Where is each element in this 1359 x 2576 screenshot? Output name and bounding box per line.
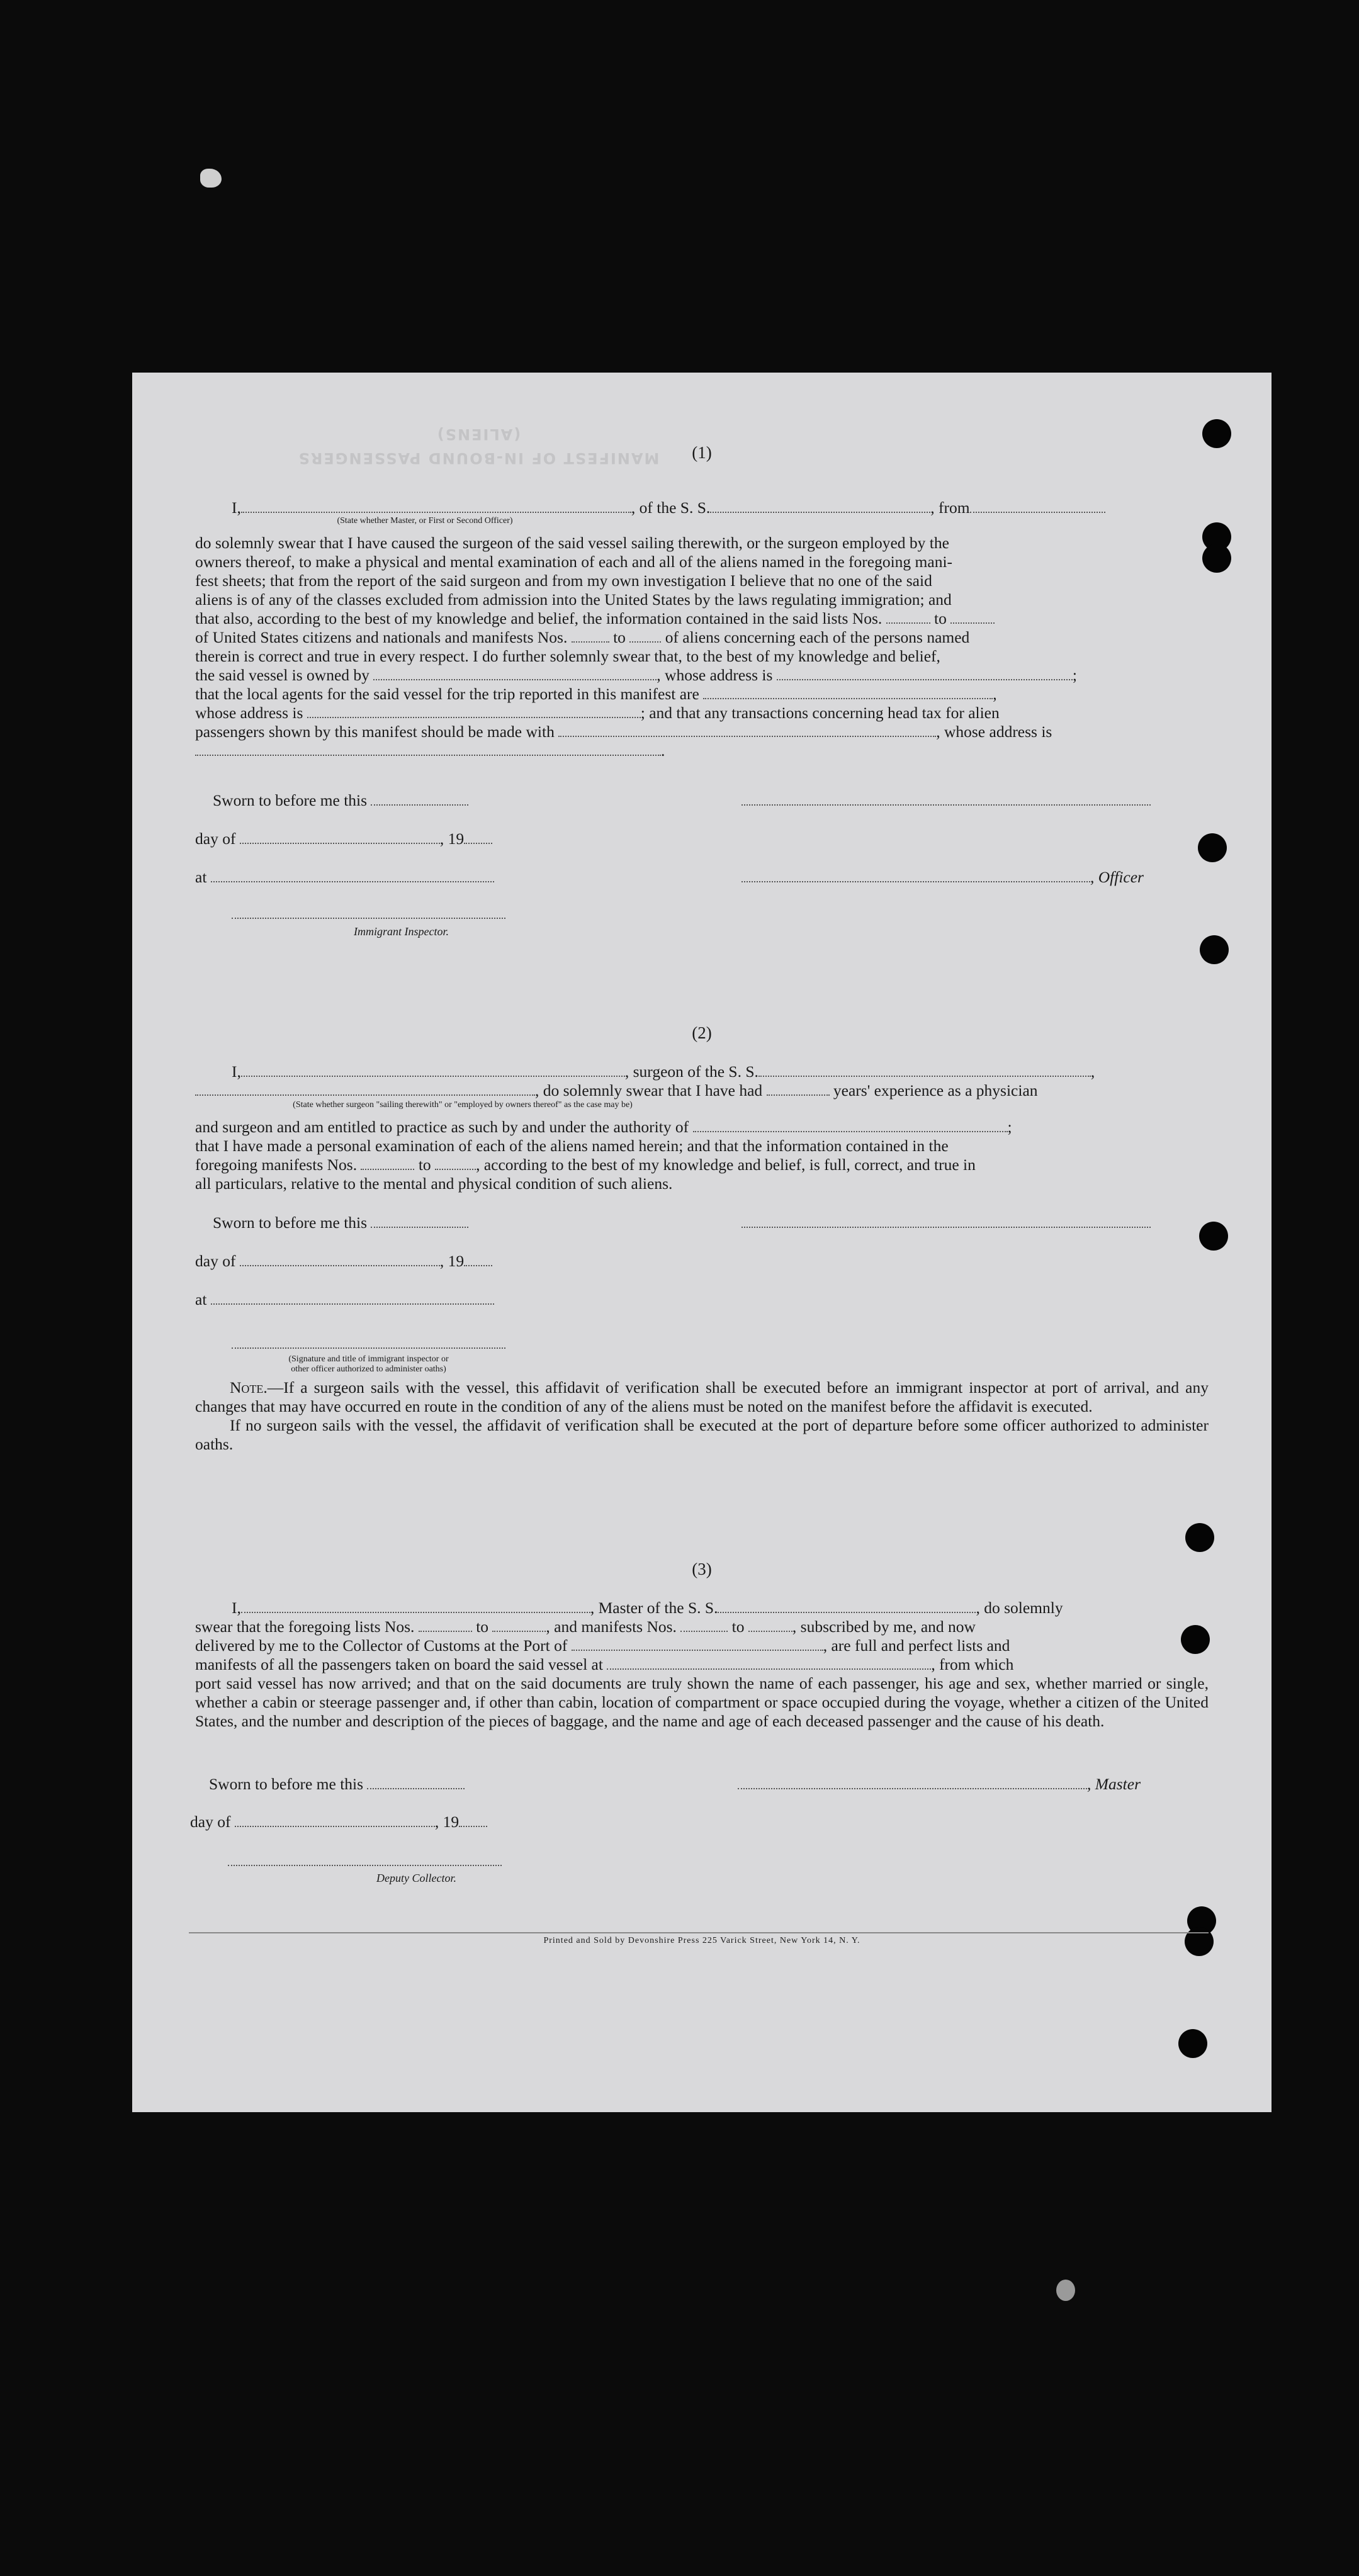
s1-at: at: [195, 868, 494, 887]
s3-deputy-caption: Deputy Collector.: [376, 1872, 456, 1884]
s2-caption: (State whether surgeon "sailing therewith" or "employed by owners thereof" as the case may be): [293, 1100, 633, 1110]
s3-day-of: day of , 19: [190, 1813, 487, 1831]
section-3-number: (3): [692, 1560, 712, 1578]
s3-master-line: , Master: [738, 1775, 1141, 1794]
s2-sig-caption-2: other officer authorized to administer oaths): [291, 1364, 446, 1374]
s2-signature-line: [742, 1213, 1151, 1232]
s1-line-i: I, , of the S. S. , from: [232, 498, 1105, 517]
s1-officer-line: , Officer: [742, 868, 1144, 887]
s1-signature-line: [742, 791, 1151, 810]
s3-deputy-line: [228, 1852, 502, 1870]
bleed-through-heading: MANIFEST OF IN-BOUND PASSENGERS (ALIENS): [297, 425, 660, 467]
section-1-number: (1): [692, 443, 712, 462]
binder-hole: [1178, 2029, 1207, 2058]
s2-line-swear: , do solemnly swear that I have had years' experience as a physician: [195, 1081, 1038, 1100]
s1-day-of: day of , 19: [195, 830, 492, 848]
s2-note: Note.—If a surgeon sails with the vessel, this affidavit of verification shall be executed before an immigrant inspector at port of arrival, and any changes that may have occurred en route in the condition of any of the aliens must be noted on the manifest before the affidavit is executed. If no surgeon sails with the vessel, the affidavit of verification shall be executed at the port of departure before some officer authorized to administer oaths.: [195, 1378, 1209, 1453]
scan-speck: [200, 169, 222, 188]
s2-paragraph: and surgeon and am entitled to practice as such by and under the authority of ; that I have made a personal examination of each of the aliens named herein; and that the information contained in the foregoing manifests Nos. to , according to the best of my knowledge and belief, is full, correct, and true in all particulars, relative to the mental and physical condition of such aliens.: [195, 1118, 1012, 1193]
s3-paragraph: I, , Master of the S. S. , do solemnly swear that the foregoing lists Nos. to , and manifests Nos. to , subscribed by me, and now delivered by me to the Collector of Customs at the Port of , are full and perfect lists and manifests of all the passengers taken on board the said vessel at , from which port said vessel has now arrived; and that on the said documents are truly shown the name of each passenger, his age and sex, whether married or single, whether a cabin or steerage passenger and, if other than cabin, location of compartment or space occupied during the voyage, whether a citizen of the United States, and the number and description of the pieces of baggage, and the name and age of each deceased passenger and the cause of his death.: [195, 1599, 1209, 1730]
s1-inspector-line: [232, 904, 505, 923]
binder-hole: [1200, 935, 1229, 964]
s2-sig-caption-1: (Signature and title of immigrant inspector or: [288, 1354, 449, 1364]
s1-paragraph: do solemnly swear that I have caused the surgeon of the said vessel sailing therewith, or the surgeon employed by the owners thereof, to make a physical and mental examination of each and all of the aliens named in the foregoing mani- fest sheets; that from the report of the said surgeon and from my own investigation I believe that no one of the said aliens is of any of the classes excluded from admission into the United States by the laws regulating immigration; and that also, according to the best of my knowledge and belief, the information contained in the said lists Nos. to of United States citizens and nationals and manifests Nos. to of aliens concerning each of the persons named therein is correct and true in every respect. I do further solemnly swear that, to the best of my knowledge and belief, the said vessel is owned by , whose address is ; that the local agents for the said vessel for the trip reported in this manifest are , whose address is ; and that any transactions concerning head tax for alien passengers shown by this manifest should be made with , whose address is .: [195, 534, 1077, 760]
s2-day-of: day of , 19: [195, 1252, 492, 1271]
s2-at: at: [195, 1290, 494, 1309]
binder-hole: [1198, 833, 1227, 862]
s1-inspector-caption: Immigrant Inspector.: [354, 925, 449, 938]
s1-sworn: Sworn to before me this: [213, 791, 468, 810]
section-2-number: (2): [692, 1023, 712, 1042]
s2-sig-line: [232, 1334, 505, 1353]
scan-speck: [1056, 2280, 1075, 2301]
printer-imprint: Printed and Sold by Devonshire Press 225 Varick Street, New York 14, N. Y.: [543, 1936, 860, 1945]
s2-line-i: I, , surgeon of the S. S. ,: [232, 1062, 1095, 1081]
binder-hole: [1199, 1222, 1228, 1251]
note-label: Note.: [230, 1378, 268, 1397]
binder-hole: [1185, 1523, 1214, 1552]
s2-sworn: Sworn to before me this: [213, 1213, 468, 1232]
footer-rule: [189, 1932, 1209, 1933]
manifest-back-page: [132, 373, 1272, 2112]
s1-caption: (State whether Master, or First or Second Officer): [337, 516, 513, 526]
s3-sworn: Sworn to before me this: [209, 1775, 465, 1794]
